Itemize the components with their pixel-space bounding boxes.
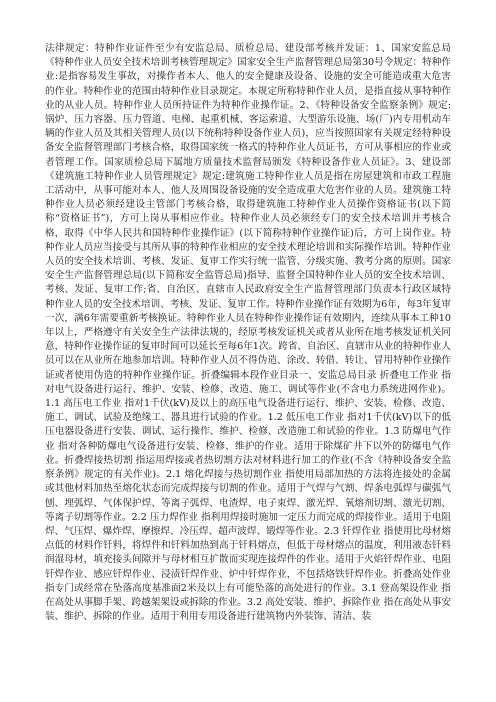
document-body-text: 法律规定：特种作业证件至少有安监总局、质检总局、建设部考核并发证：1、国家安监总局《特种作业人员安全技术培训考核管理规定》国家安全生产监督管理总局第30号令规定：特种作业:是指容易发生事故，对操作者本人、他人的安全健康及设备、设施的安全可能造成重大危害的作业。特种作业的范围由特种作业目录规定。本规定所称特种作业人员，是指直接从事特种作业的从业人员。特种作业人员所持证件为特种作业操作证。2、《特种设备安全监察条例》规定:锅炉、压力容器、压力管道、电梯、起重机械、客运索道、大型游乐设施、场(厂)内专用机动车辆的作业人员及其相关管理人员(以下统称特种设备作业人员)，应当按照国家有关规定经特种设备安全监督管理部门考核合格，取得国家统一格式的特种作业人员证书，方可从事相应的作业或者管理工作。国家质检总局下属地方质量技术监督局颁发《特种设备作业人员证》。3、建设部《建筑施工特种作业人员管理规定》规定:建筑施工特种作业人员是指在房屋建筑和市政工程施工活动中，从事可能对本人、他人及周围设备设施的安全造成重大危害作业的人员。建筑施工特种作业人员必须经建设主管部门考核合格，取得建筑施工特种作业人员操作资格证书(以下简称“资格证书”)，方可上岗从事相应作业。特种作业人员必须经专门的安全技术培训并考核合格，取得《中华人民共和国特种作业操作证》(以下简称特种作业操作证)后，方可上岗作业。特种作业人员应当接受与其所从事的特种作业相应的安全技术理论培训和实际操作培训。特种作业人员的安全技术培训、考核、发证、复审工作实行统一监管、分级实施、教考分离的原则。国家安全生产监督管理总局(以下简称安全监管总局)指导、监督全国特种作业人员的安全技术培训、考核、发证、复审工作;省、自治区、直辖市人民政府安全生产监督管理部门负责本行政区域特种作业人员的安全技术培训、考核、发证、复审工作。特种作业操作证有效期为6年，每3年复审一次，满6年需要重新考核换证。特种作业人员在特种作业操作证有效期内，连续从事本工种10年以上，严格遵守有关安全生产法律法规的，经原考核发证机关或者从业所在地考核发证机关同意，特种作业操作证的复审时间可以延长至每6年1次。跨省、自治区、直辖市从业的特种作业人员可以在从业所在地参加培训。特种作业人员不得伪造、涂改、转借、转让、冒用特种作业操作证或者使用伪造的特种作业操作证。折叠编辑本段作业目录一、安监总局目录 折叠电工作业 指对电气设备进行运行、维护、安装、检修、改造、施工、调试等作业(不含电力系统进网作业)。1.1 高压电工作业 指对1千伏(kV)及以上的高压电气设备进行运行、维护、安装、检修、改造、施工、调试、试验及绝缘工、器具进行试验的作业。1.2 低压电工作业 指对1千伏(kV)以下的低压电器设备进行安装、调试、运行操作、维护、检修、改造施工和试验的作业。1.3 防爆电气作业 指对各种防爆电气设备进行安装、检修、维护的作业。适用于除煤矿井下以外的防爆电气作业。折叠焊接热切割 指运用焊接或者热切割方法对材料进行加工的作业(不含《特种设备安全监察条例》规定的有关作业)。2.1 熔化焊接与热切割作业 指使用局部加热的方法将连接处的金属或其他材料加热至熔化状态而完成焊接与切割的作业。适用于气焊与气割、焊条电弧焊与碳弧气刨、埋弧焊、气体保护焊、等离子弧焊、电渣焊、电子束焊、激光焊、氧熔剂切割、激光切割、等离子切割等作业。2.2 压力焊作业 指利用焊接时施加一定压力而完成的焊接作业。适用于电阻焊、气压焊、爆炸焊、摩擦焊、冷压焊、超声波焊、锻焊等作业。2.3 钎焊作业 指使用比母材熔点低的材料作钎料，将焊件和钎料加热到高于钎料熔点，但低于母材熔点的温度，利用液态钎料润湿母材，填充接头间隙并与母材相互扩散而实现连接焊件的作业。适用于火焰钎焊作业、电阻钎焊作业、感应钎焊作业、浸渍钎焊作业、炉中钎焊作业，不包括烙铁钎焊作业。折叠高处作业 指专门或经常在坠落高度基准面2米及以上有可能坠落的高处进行的作业。3.1 登高架设作业 指在高处从事脚手架、跨越架架设或拆除的作业。3.2 高处安装、维护、拆除作业 指在高处从事安装、维护、拆除的作业。适用于利用专用设备进行建筑物内外装饰、清洁、装	[45, 43, 451, 623]
